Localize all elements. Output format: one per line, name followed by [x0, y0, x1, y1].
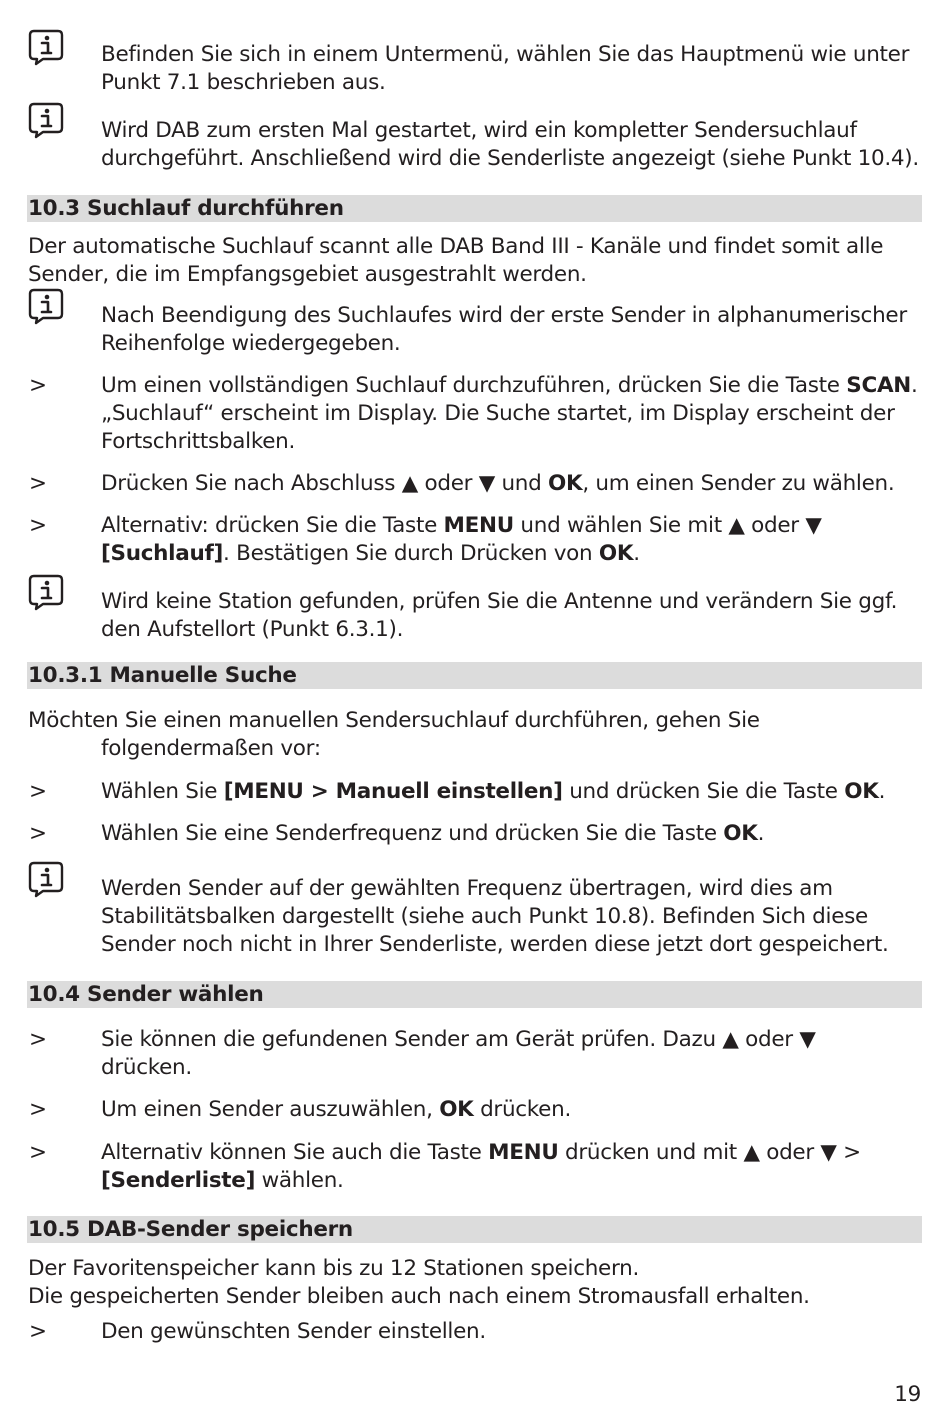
step-text: Wählen Sie [MENU > Manuell einstellen] und drücken Sie die Taste OK. — [101, 779, 886, 804]
step-text: Um einen Sender auszuwählen, OK drücken. — [101, 1097, 571, 1122]
section-heading: 10.3 Suchlauf durchführen — [27, 195, 922, 222]
note-text: Stabilitätsbalken dargestellt (siehe auch Punkt 10.8). Befinden Sich diese — [101, 904, 868, 929]
step-text: Um einen vollständigen Suchlauf durchzuführen, drücken Sie die Taste SCAN. — [101, 373, 918, 398]
note-text: Wird keine Station gefunden, prüfen Sie die Antenne und verändern Sie ggf. — [101, 589, 898, 614]
info-icon — [27, 573, 65, 611]
bullet-marker: > — [29, 821, 47, 846]
note-text: Punkt 7.1 beschrieben aus. — [101, 70, 386, 95]
info-icon — [27, 28, 65, 66]
info-icon — [27, 287, 65, 325]
page-number: 19 — [894, 1382, 921, 1407]
step-text: Sie können die gefundenen Sender am Gerät prüfen. Dazu ▲ oder ▼ — [101, 1027, 816, 1052]
info-icon — [27, 860, 65, 898]
paragraph: Der automatische Suchlauf scannt alle DAB Band III - Kanäle und findet somit alle — [28, 234, 884, 259]
bullet-marker: > — [29, 373, 47, 398]
bullet-marker: > — [29, 471, 47, 496]
bullet-marker: > — [29, 1140, 47, 1165]
bullet-marker: > — [29, 1027, 47, 1052]
step-text: drücken. — [101, 1055, 192, 1080]
paragraph: Sender, die im Empfangsgebiet ausgestrahlt werden. — [28, 262, 587, 287]
step-text: Alternativ: drücken Sie die Taste MENU und wählen Sie mit ▲ oder ▼ — [101, 513, 822, 538]
step-text: [Suchlauf]. Bestätigen Sie durch Drücken von OK. — [101, 541, 640, 566]
step-text: Alternativ können Sie auch die Taste MENU drücken und mit ▲ oder ▼ > — [101, 1140, 861, 1165]
paragraph: Die gespeicherten Sender bleiben auch nach einem Stromausfall erhalten. — [28, 1284, 810, 1309]
paragraph: Der Favoritenspeicher kann bis zu 12 Stationen speichern. — [28, 1256, 639, 1281]
bullet-marker: > — [29, 1097, 47, 1122]
note-text: den Aufstellort (Punkt 6.3.1). — [101, 617, 404, 642]
note-text: Sender noch nicht in Ihrer Senderliste, werden diese jetzt dort gespeichert. — [101, 932, 889, 957]
note-text: Wird DAB zum ersten Mal gestartet, wird ein kompletter Sendersuchlauf — [101, 118, 857, 143]
step-text: Wählen Sie eine Senderfrequenz und drücken Sie die Taste OK. — [101, 821, 765, 846]
note-text: Reihenfolge wiedergegeben. — [101, 331, 401, 356]
section-heading: 10.3.1 Manuelle Suche — [27, 662, 922, 689]
bullet-marker: > — [29, 1319, 47, 1344]
section-heading: 10.4 Sender wählen — [27, 981, 922, 1008]
bullet-marker: > — [29, 779, 47, 804]
step-text: [Senderliste] wählen. — [101, 1168, 344, 1193]
step-text: Drücken Sie nach Abschluss ▲ oder ▼ und OK, um einen Sender zu wählen. — [101, 471, 895, 496]
note-text: Werden Sender auf der gewählten Frequenz übertragen, wird dies am — [101, 876, 833, 901]
step-text: Den gewünschten Sender einstellen. — [101, 1319, 486, 1344]
note-text: Nach Beendigung des Suchlaufes wird der erste Sender in alphanumerischer — [101, 303, 907, 328]
info-icon — [27, 101, 65, 139]
step-text: „Suchlauf“ erscheint im Display. Die Suche startet, im Display erscheint der — [101, 401, 895, 426]
paragraph: Möchten Sie einen manuellen Sendersuchlauf durchführen, gehen Sie — [28, 708, 760, 733]
note-text: Befinden Sie sich in einem Untermenü, wählen Sie das Hauptmenü wie unter — [101, 42, 910, 67]
paragraph: folgendermaßen vor: — [101, 736, 321, 761]
bullet-marker: > — [29, 513, 47, 538]
section-heading: 10.5 DAB-Sender speichern — [27, 1216, 922, 1243]
note-text: durchgeführt. Anschließend wird die Senderliste angezeigt (siehe Punkt 10.4). — [101, 146, 919, 171]
step-text: Fortschrittsbalken. — [101, 429, 296, 454]
